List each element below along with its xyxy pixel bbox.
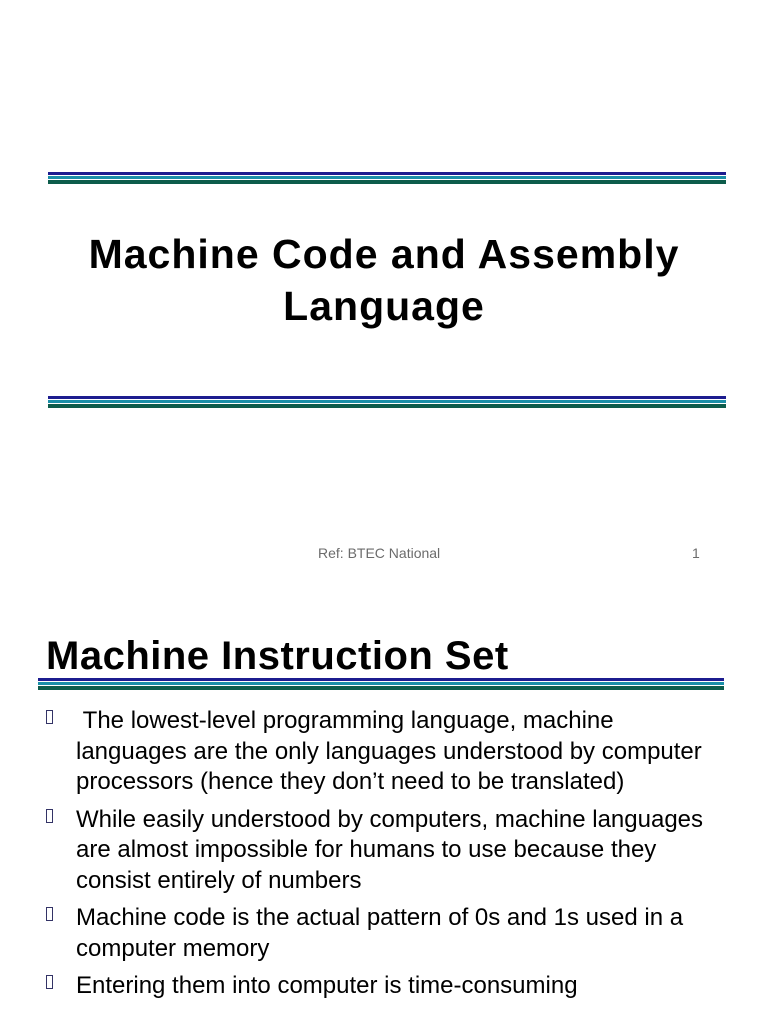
bullet-icon (46, 809, 53, 823)
slide-number: 1 (692, 545, 700, 561)
bullet-icon (46, 907, 53, 921)
slide-heading: Machine Instruction Set (46, 634, 509, 678)
slide-machine-instruction-set (0, 596, 768, 1024)
top-divider (48, 172, 726, 184)
presentation-title: Machine Code and Assembly Language (88, 231, 680, 329)
bullet-text: While easily understood by computers, machine languages are almost impossible for humans to use because they consist entirely of numbers (76, 805, 704, 894)
bottom-divider (48, 396, 726, 408)
bullet-text: The lowest-level programming language, machine languages are the only languages understood by computer processors (hence they don’t need to be translated) (76, 707, 709, 795)
footer-reference: Ref: BTEC National (318, 545, 441, 561)
bullet-text: Entering them into computer is time-consuming (76, 972, 578, 999)
bullet-text: Machine code is the actual pattern of 0s and 1s used in a computer memory (76, 904, 684, 962)
bullet-icon (46, 710, 53, 724)
heading-divider (38, 678, 724, 690)
list-item (46, 805, 726, 897)
bullet-list (46, 706, 726, 1009)
list-item (46, 971, 726, 1002)
list-item (46, 706, 726, 798)
list-item (46, 903, 726, 964)
bullet-icon (46, 975, 53, 989)
